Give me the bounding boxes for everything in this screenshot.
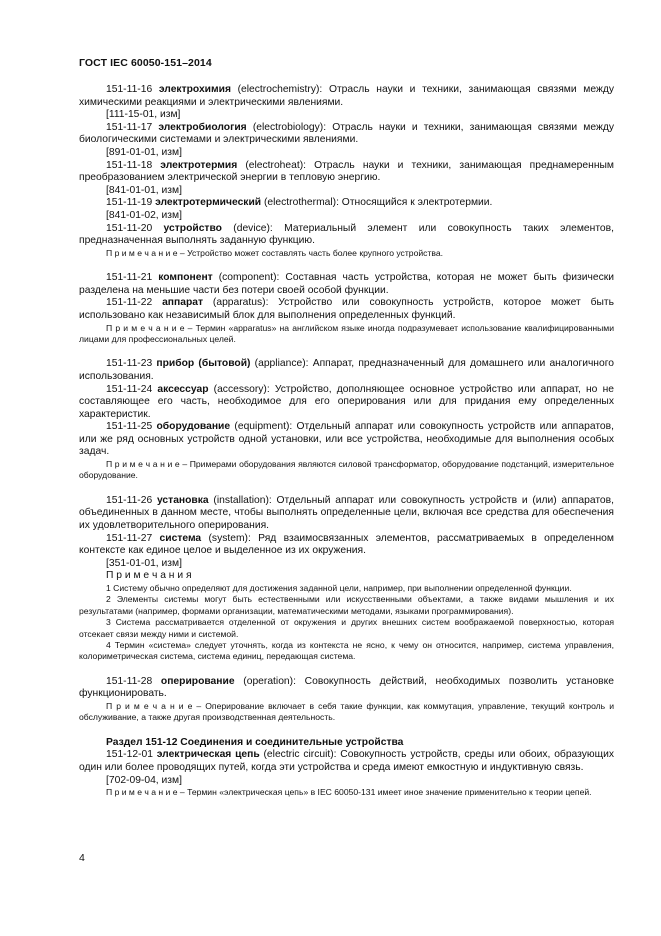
entry-151-11-22: [79, 297, 614, 322]
entry-number: 151-11-28: [106, 675, 153, 687]
page-number: 4: [79, 852, 85, 864]
entry-151-12-01: [79, 749, 614, 774]
spacer: [79, 482, 614, 495]
note-label: П р и м е ч а н и е: [106, 459, 180, 470]
entry-definition: (component): Составная часть устройства, которая не может быть физически разделена на меньшие части без потери своей особой функции.: [79, 272, 614, 296]
entry-note: [79, 459, 614, 482]
entry-definition: (electroheat): Отрасль науки и техники, занимающая преднамеренным преобразованием электрической энергии в тепловую энергию.: [79, 159, 614, 184]
entry-term: установка: [156, 494, 209, 506]
entry-term: аксессуар: [157, 383, 209, 395]
entry-note: [79, 701, 614, 724]
entry-definition: (electrobiology): Отрасль науки и техники, занимающая связями между биологическими системами и электрическими явлениями.: [79, 121, 614, 146]
note-label: П р и м е ч а н и е: [106, 247, 178, 258]
entry-term: аппарат: [162, 297, 204, 309]
entry-term: электрическая цепь: [156, 749, 260, 761]
entry-term: электрохимия: [158, 84, 231, 95]
entry-term: электротермический: [155, 197, 262, 209]
note-label: П р и м е ч а н и е: [106, 787, 178, 798]
entry-term: система: [159, 532, 202, 544]
entry-term: оборудование: [156, 421, 231, 433]
entry-151-11-19: [79, 197, 614, 210]
entry-151-11-17: [79, 122, 614, 147]
entry-note: [79, 248, 614, 259]
note-label: П р и м е ч а н и е: [106, 701, 193, 712]
note-label: П р и м е ч а н и е: [106, 322, 185, 333]
entry-number: 151-11-23: [106, 358, 153, 370]
entry-note: [79, 323, 614, 346]
spacer: [79, 259, 614, 272]
entry-definition: (appliance): Аппарат, предназначенный для домашнего или аналогичного использования.: [79, 358, 614, 382]
spacer: [79, 724, 614, 737]
entry-term: оперирование: [160, 675, 235, 687]
entry-note: [79, 787, 614, 798]
entry-151-11-21: [79, 272, 614, 297]
entry-151-11-24: [79, 384, 614, 422]
entry-note-3: 3 Система рассматривается отделенной от окружения и других внешних систем воображаемой поверхностью, которая отсекает связи между ними и системой.: [79, 617, 614, 639]
document-header: ГОСТ IEC 60050-151–2014: [79, 57, 212, 69]
notes-label: П р и м е ч а н и я: [106, 570, 192, 582]
entry-number: 151-11-26: [106, 494, 153, 506]
entry-term: компонент: [158, 272, 213, 284]
note-text: – Термин «apparatus» на английском языке иногда подразумевает использование квалифицированными лицами для профессиональных целей.: [79, 322, 614, 344]
entry-definition: (installation): Отдельный аппарат или совокупность устройств и (или) аппаратов, объединенных в данном месте, чтобы выполнять определенные цели, включая все средства для обеспечения их удовлетворительного оперирования.: [79, 494, 614, 532]
note-text: – Термин «электрическая цепь» в IEC 60050-131 имеет иное значение применительно к теории цепей.: [177, 787, 592, 798]
entry-note-4: 4 Термин «система» следует уточнять, когда из контекста не ясно, к чему он относится, например, система управления, колориметрическая система, система единиц, передающая система.: [79, 640, 614, 662]
entry-definition: (electric circuit): Совокупность устройств, среды или обоих, образующих один или более проводящих путей, когда эти устройства и среда имеют емкостную и индуктивную связь.: [79, 749, 614, 774]
entry-number: 151-12-01: [106, 749, 153, 761]
entry-term: прибор (бытовой): [156, 358, 251, 370]
entry-definition: (system): Ряд взаимосвязанных элементов, рассматриваемых в определенном контексте как единое целое и выделенное из их окружения.: [79, 532, 614, 557]
entry-reference: [841-01-01, изм]: [106, 184, 182, 196]
entry-151-11-23: [79, 358, 614, 383]
entry-reference: [841-01-02, изм]: [106, 209, 182, 221]
spacer: [79, 345, 614, 358]
entry-reference: [702-09-04, изм]: [106, 774, 182, 786]
entry-term: устройство: [163, 222, 222, 234]
entry-number: 151-11-21: [106, 272, 153, 284]
entry-number: 151-11-22: [106, 297, 153, 309]
entry-term: электробиология: [158, 121, 247, 133]
entry-number: 151-11-16: [106, 84, 153, 95]
entry-151-11-25: [79, 421, 614, 459]
entry-number: 151-11-20: [106, 222, 153, 234]
entry-definition: (operation): Совокупность действий, необходимых позволить установке функционировать.: [79, 675, 614, 700]
entry-definition: (electrothermal): Относящийся к электротермии.: [261, 197, 493, 209]
entry-reference: [351-01-01, изм]: [106, 557, 182, 569]
entry-number: 151-11-25: [106, 421, 153, 433]
document-body: [79, 84, 614, 799]
entry-number: 151-11-19: [106, 197, 153, 209]
entry-151-11-28: [79, 676, 614, 701]
entry-151-11-27: [79, 533, 614, 558]
entry-151-11-20: [79, 223, 614, 248]
note-text: – Оперирование включает в себя такие функции, как коммутация, управление, текущий контроль и обслуживание, а также другая производственная деятельность.: [79, 701, 614, 723]
entry-reference: [111-15-01, изм]: [106, 109, 181, 121]
section-heading: Раздел 151-12 Соединения и соединительные устройства: [106, 736, 404, 748]
entry-term: электротермия: [160, 159, 238, 171]
entry-number: 151-11-27: [106, 532, 153, 544]
entry-definition: (electrochemistry): Отрасль науки и техники, занимающая связями между химическими реакциями и электрическими явлениями.: [79, 84, 614, 108]
entry-151-11-16: [79, 84, 614, 109]
entry-reference: [891-01-01, изм]: [106, 146, 182, 158]
entry-151-11-18: [79, 160, 614, 185]
entry-note-1: 1 Систему обычно определяют для достижения заданной цели, например, при выполнении определенной функции.: [106, 583, 572, 594]
spacer: [79, 663, 614, 676]
note-text: – Примерами оборудования являются силовой трансформатор, оборудование подстанций, измерительное оборудование.: [79, 459, 614, 481]
entry-definition: (accessory): Устройство, дополняющее основное устройство или аппарат, но не составляющее его часть, необходимое для его оперирования или для придания ему определенных характеристик.: [79, 383, 614, 420]
entry-definition: (apparatus): Устройство или совокупность устройств, которое может быть использовано как независимый блок для выполнения определенных функций.: [79, 297, 614, 321]
entry-number: 151-11-17: [106, 121, 153, 133]
entry-number: 151-11-24: [106, 383, 153, 395]
entry-definition: (device): Материальный элемент или совокупность таких элементов, предназначенная выполнять заданную функцию.: [79, 222, 614, 247]
note-text: – Устройство может составлять часть более крупного устройства.: [177, 247, 444, 258]
entry-151-11-26: [79, 495, 614, 533]
entry-definition: (equipment): Отдельный аппарат или совокупность устройств или аппаратов, или же ряд основных устройств одной установки, или все устройства, необходимые для выполнения особых задач.: [79, 421, 614, 458]
entry-number: 151-11-18: [106, 159, 153, 171]
entry-note-2: 2 Элементы системы могут быть естественными или искусственными объектами, а также видами мышления и их результатами (например, формами организации, математическими методами, языками программирования).: [79, 594, 614, 616]
